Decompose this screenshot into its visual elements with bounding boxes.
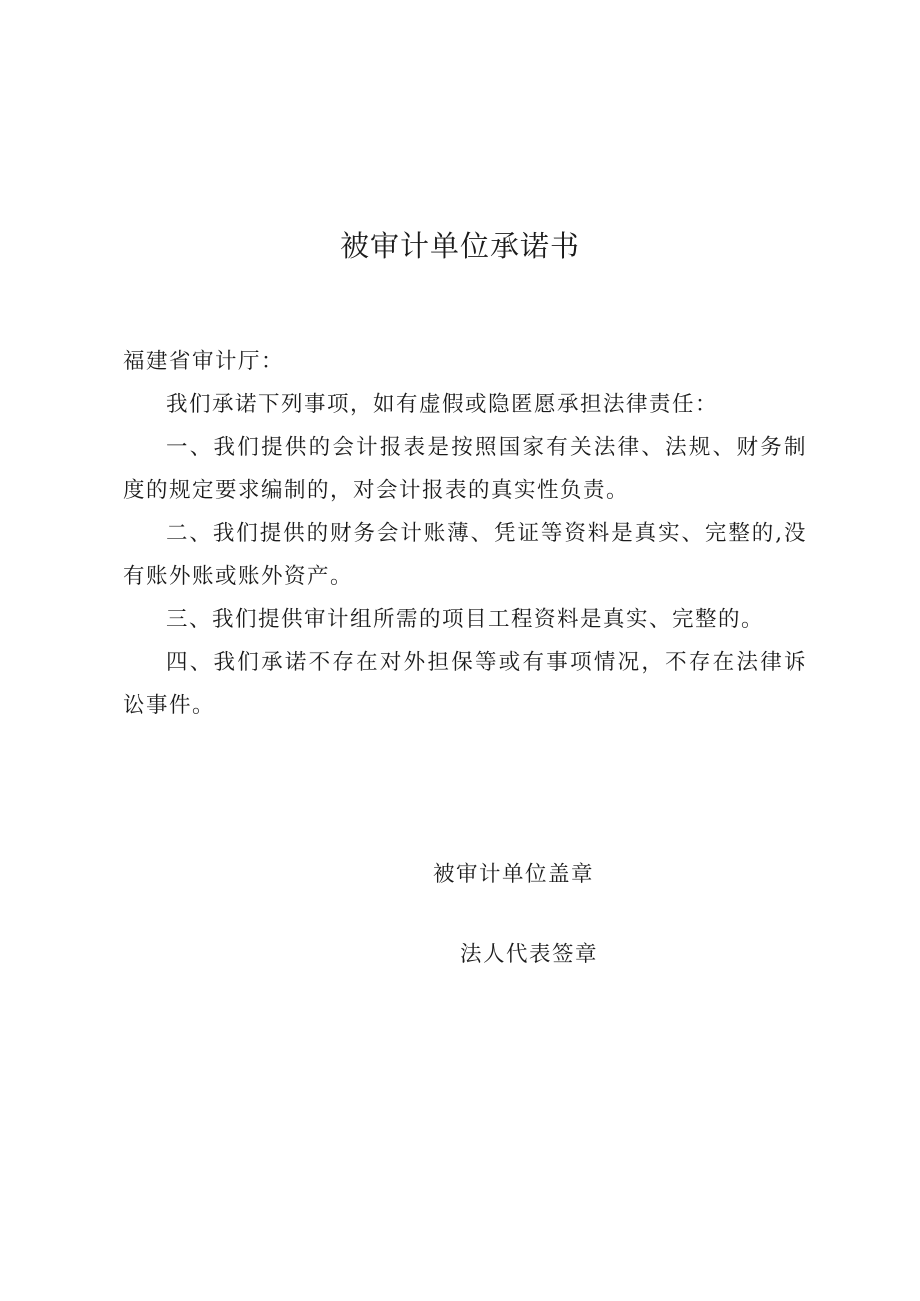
commitment-item-2: 二、我们提供的财务会计账薄、凭证等资料是真实、完整的,没有账外账或账外资产。 xyxy=(123,521,807,589)
salutation: 福建省审计厅： xyxy=(123,349,285,374)
document-title: 被审计单位承诺书 xyxy=(339,229,580,263)
legal-rep-signature-label: 法人代表签章 xyxy=(460,942,599,967)
unit-seal-label: 被审计单位盖章 xyxy=(433,862,595,887)
document-body xyxy=(123,340,807,727)
commitment-item-1: 一、我们提供的会计报表是按照国家有关法律、法规、财务制度的规定要求编制的，对会计报表的真实性负责。 xyxy=(123,435,807,503)
intro-paragraph: 我们承诺下列事项，如有虚假或隐匿愿承担法律责任： xyxy=(166,392,719,417)
commitment-item-4: 四、我们承诺不存在对外担保等或有事项情况，不存在法律诉讼事件。 xyxy=(123,650,807,718)
commitment-item-3: 三、我们提供审计组所需的项目工程资料是真实、完整的。 xyxy=(166,607,765,632)
